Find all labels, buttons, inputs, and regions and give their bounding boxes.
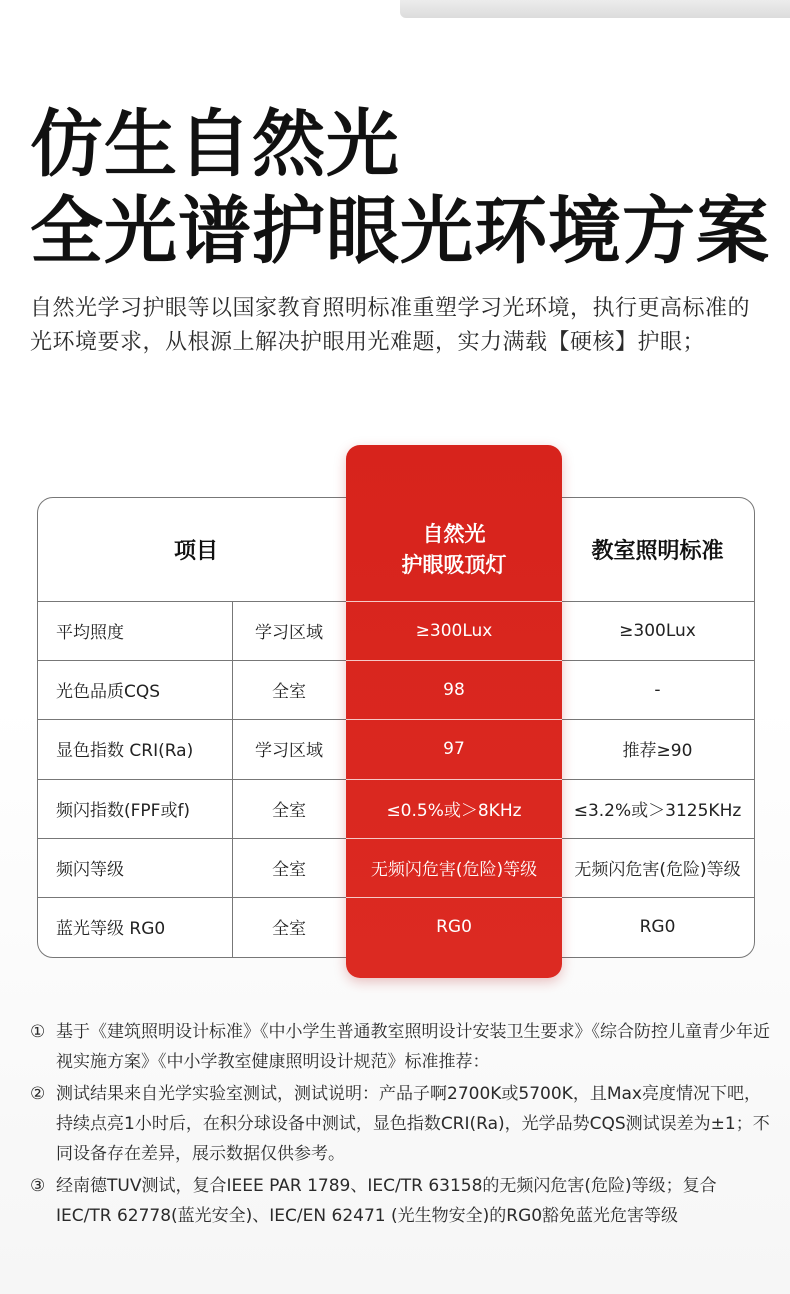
table-cell-standard: 无频闪危害(危险)等级 xyxy=(574,860,741,880)
table-cell-scope: 学习区域 xyxy=(255,741,323,761)
table-cell-standard: ≤3.2%或＞3125KHz xyxy=(573,801,742,821)
table-cell-product: ≤0.5%或＞8KHz xyxy=(386,801,522,821)
table-cell-scope: 全室 xyxy=(272,919,306,939)
footnote-number: ③ xyxy=(30,1176,46,1196)
table-cell-product: ≥300Lux xyxy=(415,620,493,641)
table-cell-scope: 全室 xyxy=(272,860,306,880)
table-cell-standard: - xyxy=(654,679,661,700)
footnote-number: ① xyxy=(30,1022,46,1042)
table-cell-item: 光色品质CQS xyxy=(56,682,161,702)
table-cell-product: 97 xyxy=(443,738,465,759)
table-header-product-line1: 自然光 xyxy=(422,521,486,546)
table-cell-standard: 推荐≥90 xyxy=(622,741,693,761)
table-cell-scope: 学习区域 xyxy=(255,623,323,643)
table-cell-standard: RG0 xyxy=(639,916,676,937)
footnotes xyxy=(30,1017,770,1233)
table-cell-scope: 全室 xyxy=(272,682,306,702)
footnote xyxy=(30,1171,770,1231)
table-cell-product: 无频闪危害(危险)等级 xyxy=(370,860,538,880)
table-cell-product: RG0 xyxy=(436,916,472,937)
table-cell-item: 频闪等级 xyxy=(56,860,124,880)
table-cell-item: 显色指数 CRI(Ra) xyxy=(56,741,194,761)
table-cell-item: 频闪指数(FPF或f) xyxy=(56,801,191,821)
page-title-line-2: 全光谱护眼光环境方案 xyxy=(30,189,770,274)
page-title-line-1: 仿生自然光 xyxy=(30,102,400,187)
footnote xyxy=(30,1079,770,1169)
table-header-product-line2: 护眼吸顶灯 xyxy=(401,552,507,577)
table-cell-scope: 全室 xyxy=(272,801,306,821)
footnote-text: 基于《建筑照明设计标准》《中小学生普通教室照明设计安装卫生要求》《综合防控儿童青少年近视实施方案》《中小学教室健康照明设计规范》标准推荐： xyxy=(56,1022,770,1072)
table-header-standard: 教室照明标准 xyxy=(591,539,724,564)
table-cell-item: 蓝光等级 RG0 xyxy=(56,919,166,939)
footnote-text: 测试结果来自光学实验室测试，测试说明：产品子啊2700K或5700K，且Max亮度情况下吧，持续点亮1小时后，在积分球设备中测试，显色指数CRI(Ra)，光学品势CQS测试误差为±1；不同设备存在差异，展示数据仅供参考。 xyxy=(56,1084,770,1164)
table-cell-product: 98 xyxy=(443,679,465,700)
table-header-item: 项目 xyxy=(173,539,218,564)
footnote xyxy=(30,1017,770,1077)
footnote-number: ② xyxy=(30,1084,46,1104)
footnote-text: 经南德TUV测试，复合IEEE PAR 1789、IEC/TR 63158的无频闪危害(危险)等级；复合IEC/TR 62778(蓝光安全)、IEC/EN 62471 (光生物安全)的RG0豁免蓝光危害等级 xyxy=(56,1176,717,1226)
table-header-product xyxy=(346,498,562,601)
intro-paragraph: 自然光学习护眼等以国家教育照明标准重塑学习光环境，执行更高标准的光环境要求，从根源上解决护眼用光难题，实力满载【硬核】护眼； xyxy=(30,296,751,355)
table-cell-item: 平均照度 xyxy=(56,623,124,643)
top-decor-bar xyxy=(400,0,790,18)
table-cell-standard: ≥300Lux xyxy=(619,620,696,641)
